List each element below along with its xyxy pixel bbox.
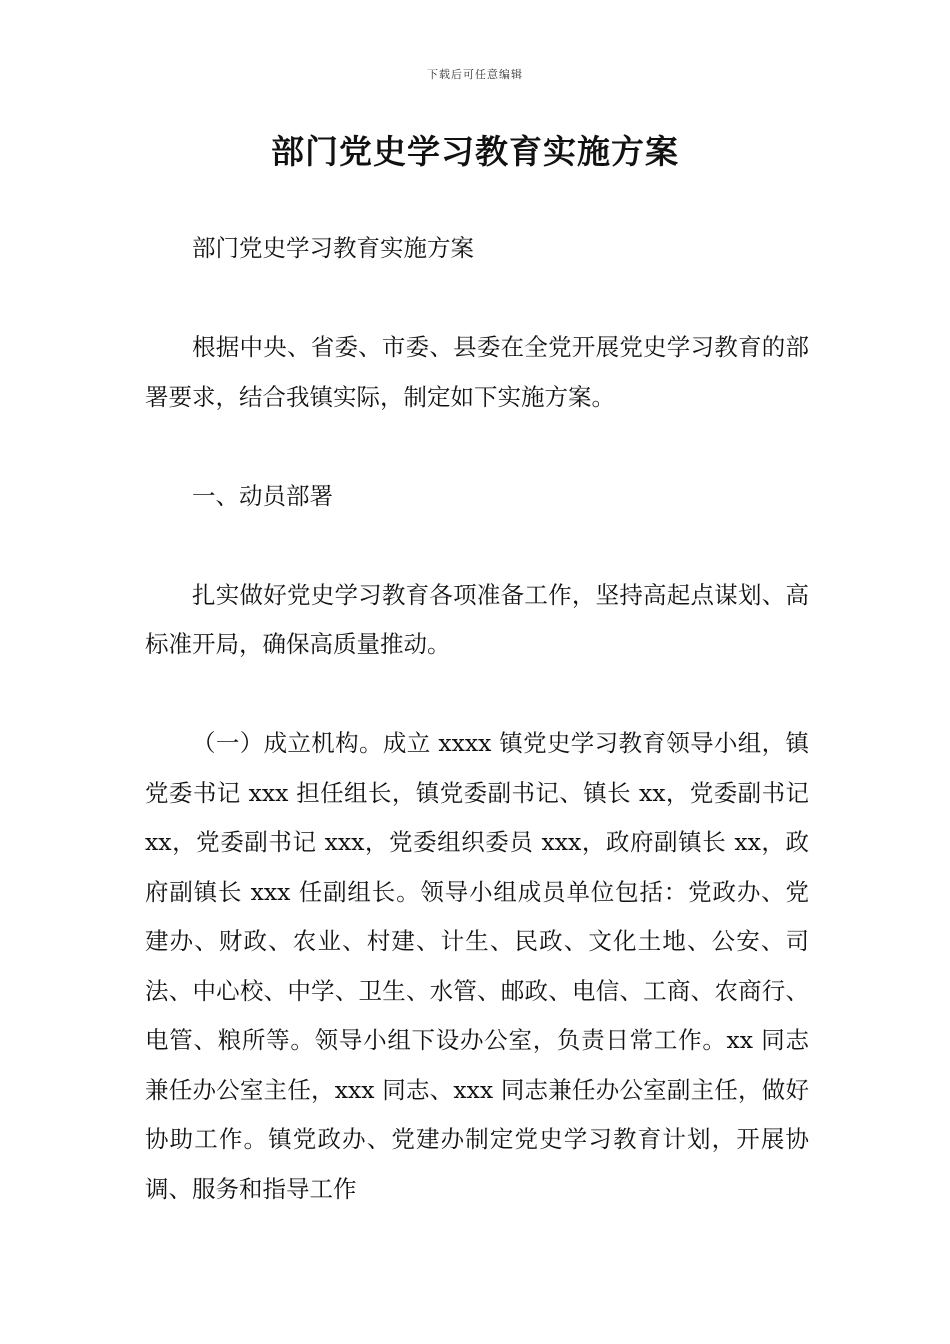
header-note: 下载后可任意编辑: [427, 68, 523, 81]
paragraph-subtitle: 部门党史学习教育实施方案: [192, 234, 474, 262]
paragraph-organization: （一）成立机构。成立 xxxx 镇党史学习教育领导小组，镇党委书记 xxx 担任组长，镇党委副书记、镇长 xx，党委副书记 xx，党委副书记 xxx，党委组织委员 xxx，政府副镇长 xx，政府副镇长 xxx 任副组长。领导小组成员单位包括：党政办、党建办、财政、农业、村建、计生、民政、文化土地、公安、司法、中心校、中学、卫生、水管、邮政、电信、工商、农商行、电管、粮所等。领导小组下设办公室，负责日常工作。xx 同志兼任办公室主任，xxx 同志、xxx 同志兼任办公室副主任，做好协助工作。镇党政办、党建办制定党史学习教育计划，开展协调、服务和指导工作: [145, 729, 809, 1203]
paragraph-preparation: 扎实做好党史学习教育各项准备工作，坚持高起点谋划、高标准开局，确保高质量推动。: [145, 580, 809, 658]
document-body: [145, 224, 809, 1214]
section-heading: 一、动员部署: [192, 481, 333, 510]
document-title: 部门党史学习教育实施方案: [271, 132, 679, 171]
paragraph-intro: 根据中央、省委、市委、县委在全党开展党史学习教育的部署要求，结合我镇实际，制定如下实施方案。: [145, 333, 809, 411]
